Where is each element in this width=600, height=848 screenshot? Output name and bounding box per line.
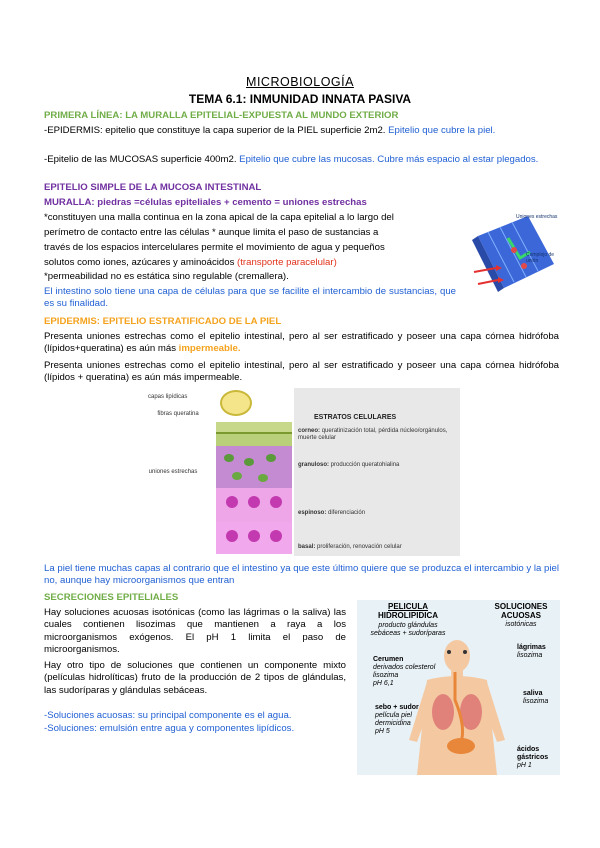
section4-bullet2: -Soluciones: emulsión entre agua y componentes lipídicos.: [44, 723, 295, 734]
hydrolipidic-sub-line1: producto glándulas: [378, 622, 438, 629]
tight-junctions-label: uniones estrechas: [148, 469, 198, 475]
tears-label: [517, 644, 546, 660]
cell-nucleus: [224, 454, 234, 462]
cell-nucleus: [270, 530, 282, 542]
section2-body-line4: [44, 257, 456, 269]
section2-blue-note: El intestino solo tiene una capa de células para que se facilite el intercambio de sustancias, que es su finalidad.: [44, 286, 456, 310]
stratum-basale: [298, 544, 458, 550]
stratum-desc: diferenciación: [328, 510, 366, 516]
skin-strata-figure: [134, 388, 460, 556]
document-title: MICROBIOLOGÍA: [246, 75, 354, 89]
sebum-title: sebo + sudor: [375, 704, 419, 711]
stratum-name: granuloso:: [298, 462, 329, 468]
tears-title: lágrimas: [517, 644, 546, 651]
intestinal-epithelium-figure: [468, 208, 562, 300]
cerumen-line3: pH 6,1: [373, 680, 394, 687]
section1-heading: PRIMERA LÍNEA: LA MURALLA EPITELIAL-EXPUESTA AL MUNDO EXTERIOR: [44, 110, 399, 121]
sebum-line3: pH 5: [375, 728, 390, 735]
section4-paragraph2: Hay otro tipo de soluciones que contienen un componente mixto (películas hidrolíticas) fruto de la producción de 2 tipos de glándulas, las sudoríparas y glándulas sebáceas.: [44, 660, 346, 696]
keratin-fibers-label: fibras queratina: [157, 411, 199, 417]
tears-line1: lisozima: [517, 652, 543, 659]
stratum-spinosum: [298, 510, 458, 516]
section2-body-line5: *permeabilidad no es estática sino regulable (cremallera).: [44, 271, 289, 282]
section3-paragraph2: Presenta uniones estrechas como el epitelio intestinal, pero al ser estratificado y poseer una capa córnea hidrófoba (lípidos + queratina) es aún más impermeable.: [44, 360, 559, 384]
gastric-acid-label: [517, 746, 548, 770]
cerumen-title: Cerumen: [373, 656, 404, 663]
stratum-desc: queratinización total, pérdida núcleo/orgánulos, muerte celular: [298, 428, 448, 441]
section2-body-line2: perímetro de contacto entre las células * aunque limita el paso de sustancias a: [44, 227, 379, 238]
section1-paragraph1: [44, 125, 559, 137]
hydrolipidic-subtitle: [361, 622, 455, 638]
cell-nucleus: [266, 454, 276, 462]
aqueous-title-line2: ACUOSAS: [500, 611, 541, 620]
section3-p1-text: Presenta uniones estrechas como el epitelio intestinal, pero al ser estratificado y poseer una capa córnea hidrófoba (lípidos+queratina) es aún más: [44, 331, 559, 355]
impermeable-highlight: impermeable.: [178, 343, 241, 355]
stratum-granulosum: [298, 462, 458, 468]
gastric-line1: gástricos: [517, 754, 549, 761]
saliva-title: saliva: [523, 690, 543, 697]
sebum-line1: película piel: [375, 712, 412, 719]
cerumen-label: [373, 656, 435, 688]
stratum-desc: proliferación, renovación celular: [317, 544, 402, 550]
cell-nucleus: [244, 458, 254, 466]
section3-heading: EPIDERMIS: EPITELIO ESTRATIFICADO DE LA PIEL: [44, 316, 282, 327]
cell-nucleus: [226, 530, 238, 542]
lipid-layers-label: capas lipídicas: [148, 394, 188, 400]
section1-p1-note: Epitelio que cubre la piel.: [388, 125, 496, 136]
hydrolipidic-title-line1: PELICULA: [388, 602, 428, 611]
stratum-name: corneo:: [298, 428, 321, 434]
skin-note: La piel tiene muchas capas al contrario que el intestino ya que este último quiere que se produzca el intercambio y la piel no, aunque hay microorganismos que entran: [44, 563, 559, 587]
hydrolipidic-sub-line2: sebáceas + sudoríparas: [370, 630, 446, 637]
gastric-title: ácidos: [517, 746, 540, 753]
section2-heading: EPITELIO SIMPLE DE LA MUCOSA INTESTINAL: [44, 182, 262, 193]
section1-p2-text: -Epitelio de las MUCOSAS superficie 400m2.: [44, 154, 237, 165]
cell-nucleus: [232, 472, 242, 480]
section4-paragraph1: Hay soluciones acuosas isotónicas (como las lágrimas o la saliva) las cuales contienen lisozimas que mantienen a raya a los microorganismos exógenos. El pH 1 limita el paso de microorganismos.: [44, 607, 346, 656]
aqueous-subtitle: isotónicas: [505, 621, 537, 628]
section1-p2-note: Epitelio que cubre las mucosas. Cubre más espacio al estar plegados.: [239, 154, 539, 165]
aqueous-title: [483, 602, 559, 620]
stratum-name: espinoso:: [298, 510, 327, 516]
cell-nucleus: [258, 474, 268, 482]
gastric-line2: pH 1: [517, 762, 532, 769]
hydrolipidic-title: [361, 602, 455, 620]
section2-line4-text: solutos como iones, azúcares y aminoácidos: [44, 257, 235, 268]
stratum-corneum: [298, 428, 458, 442]
section2-subheading: MURALLA: piedras =células epiteliales + cemento = uniones estrechas: [44, 197, 367, 208]
cerumen-line1: derivados colesterol: [373, 664, 436, 671]
section4-bullet1: -Soluciones acuosas: su principal componente es el agua.: [44, 710, 292, 721]
section2-body-line3: través de los espacios intercelulares permite el movimiento de agua y pequeños: [44, 242, 385, 253]
lipid-droplet: [220, 390, 252, 416]
section1-p1-text: -EPIDERMIS: epitelio que constituye la capa superior de la PIEL superficie 2m2.: [44, 125, 386, 136]
stratum-name: basal:: [298, 544, 316, 550]
document-subtitle: TEMA 6.1: INMUNIDAD INNATA PASIVA: [188, 92, 412, 106]
cell-nucleus: [248, 530, 260, 542]
stratum-desc: producción queratohialina: [330, 462, 400, 468]
section1-paragraph2: [44, 154, 559, 166]
saliva-label: [523, 690, 548, 706]
sebum-line2: dermicidina: [375, 720, 411, 727]
aqueous-title-line1: SOLUCIONES: [494, 602, 548, 611]
sebum-label: [375, 704, 419, 736]
section4-heading: SECRECIONES EPITELIALES: [44, 592, 179, 603]
cell-nucleus: [226, 496, 238, 508]
cell-nucleus: [248, 496, 260, 508]
tight-junction-label: Uniones estrechas: [516, 214, 558, 220]
section2-paracellular: (transporte paracelular): [237, 257, 337, 268]
hydrolipidic-title-line2: HIDROLIPIDICA: [378, 611, 438, 620]
junction-complex-label: Complejo de unión: [526, 252, 555, 264]
section2-body-line1: *constituyen una malla continua en la zona apical de la capa epitelial a lo largo del: [44, 212, 394, 223]
strata-title: ESTRATOS CELULARES: [314, 414, 397, 421]
saliva-line1: lisozima: [523, 698, 549, 705]
cell-nucleus: [270, 496, 282, 508]
section3-paragraph1: [44, 331, 559, 356]
cerumen-line2: lisozima: [373, 672, 399, 679]
corneum-top: [216, 422, 292, 432]
body-secretions-figure: [357, 600, 560, 775]
granular-layer: [216, 446, 292, 488]
